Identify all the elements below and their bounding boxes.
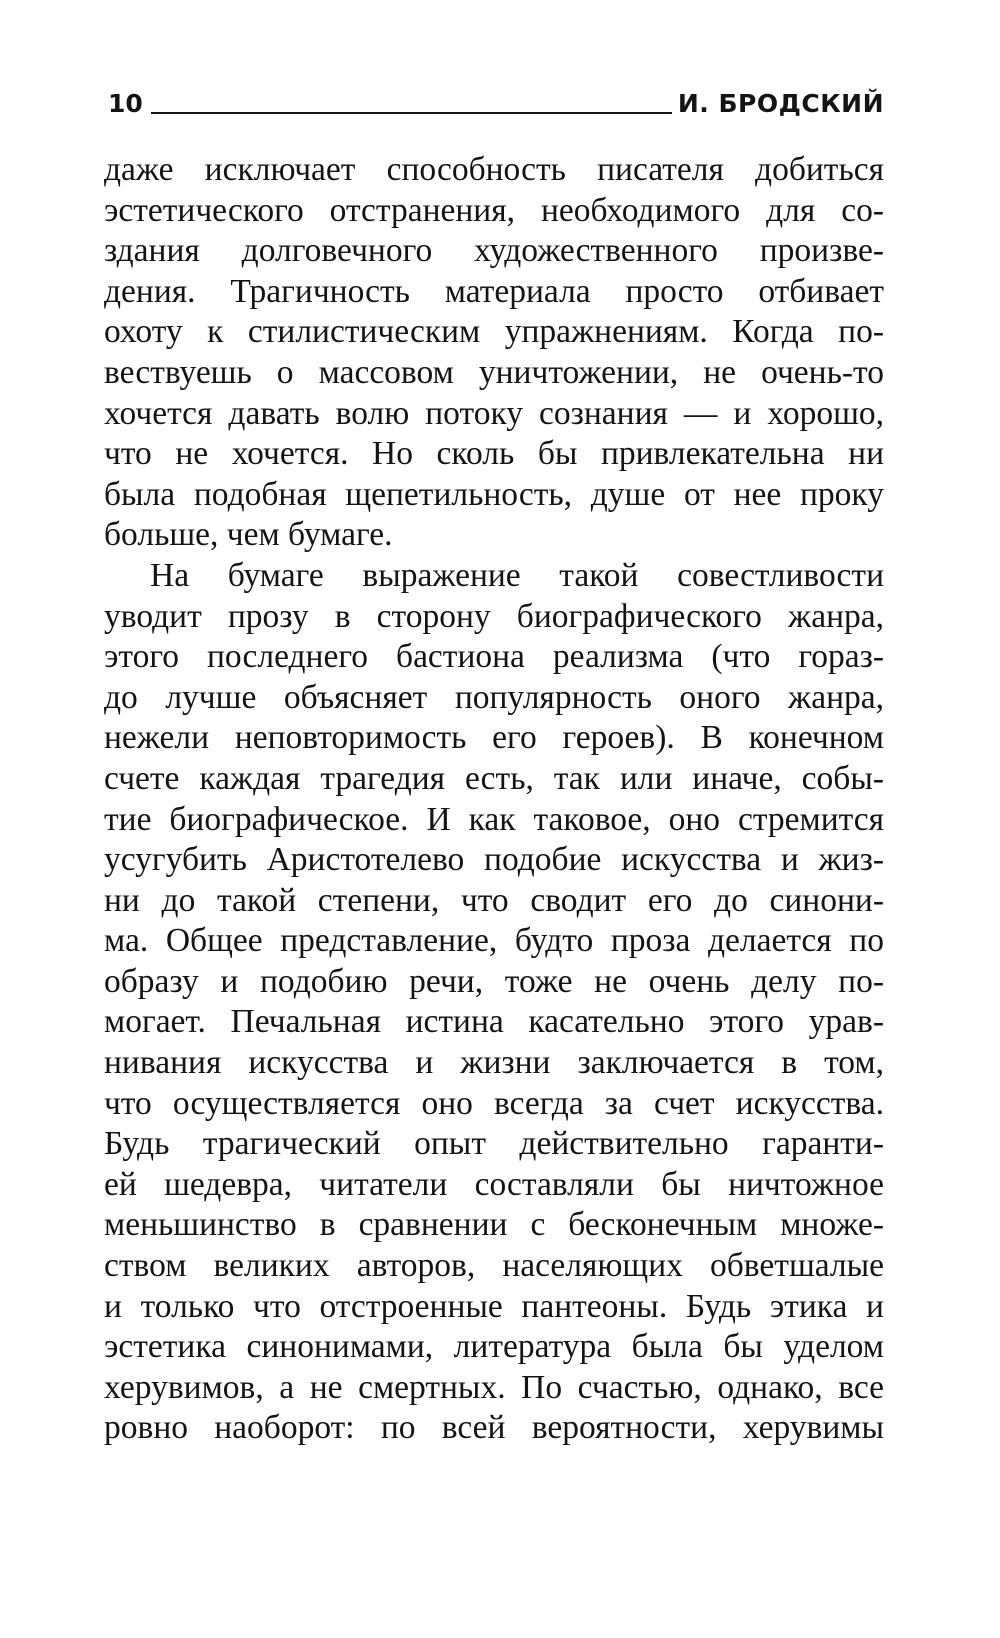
text-line: дения. Трагичность материала просто отбивает — [104, 272, 884, 310]
text-line: ством великих авторов, населяющих обветшалые — [104, 1247, 884, 1285]
text-line: до лучше объясняет популярность оного жанра, — [104, 678, 884, 716]
text-line: эстетического отстранения, необходимого для со- — [104, 191, 884, 229]
text-line: На бумаге выражение такой совестливости — [150, 556, 884, 594]
text-line: хочется давать волю потоку сознания — и хорошо, — [104, 394, 884, 432]
text-line: усугубить Аристотелево подобие искусства и жиз- — [104, 841, 884, 879]
text-line: и только что отстроенные пантеоны. Будь этика и — [104, 1287, 884, 1325]
text-line: нивания искусства и жизни заключается в том, — [104, 1044, 884, 1082]
text-line: счете каждая трагедия есть, так или иначе, собы- — [104, 759, 884, 797]
header-rule — [151, 112, 672, 114]
text-line: могает. Печальная истина касательно этого урав- — [104, 1003, 884, 1041]
text-line: даже исключает способность писателя добиться — [104, 151, 884, 188]
text-line: ровно наоборот: по всей вероятности, херувимы — [104, 1409, 884, 1447]
text-line: нежели неповторимость его героев). В конечном — [104, 719, 884, 757]
text-line: здания долговечного художественного произве- — [104, 232, 884, 270]
body-text — [104, 150, 884, 1449]
text-line: ма. Общее представление, будто проза делается по — [104, 922, 884, 960]
text-line: эстетика синонимами, литература была бы уделом — [104, 1328, 884, 1366]
text-line: образу и подобию речи, тоже не очень делу по- — [104, 962, 884, 1000]
paragraph-2 — [104, 556, 884, 1449]
text-line: больше, чем бумаге. — [104, 516, 393, 554]
text-line: меньшинство в сравнении с бесконечным множе- — [104, 1206, 884, 1244]
text-line: что не хочется. Но сколь бы привлекательна ни — [104, 435, 884, 473]
text-line: этого последнего бастиона реализма (что гораз- — [104, 638, 884, 676]
text-line: ни до такой степени, что сводит его до синони- — [104, 881, 884, 919]
text-line: была подобная щепетильность, душе от нее проку — [104, 475, 884, 513]
text-line: херувимов, а не смертных. По счастью, однако, все — [104, 1368, 884, 1406]
text-line: что осуществляется оно всегда за счет искусства. — [104, 1084, 884, 1122]
text-line: охоту к стилистическим упражнениям. Когда по- — [104, 313, 884, 351]
text-line: вествуешь о массовом уничтожении, не очень-то — [104, 353, 884, 391]
running-head-author: И. БРОДСКИЙ — [677, 89, 884, 118]
text-line: Будь трагический опыт действительно гаранти- — [104, 1125, 884, 1163]
running-head — [108, 80, 884, 116]
text-line: тие биографическое. И как таковое, оно стремится — [104, 800, 884, 838]
text-line: уводит прозу в сторону биографического жанра, — [104, 597, 884, 635]
text-line: ей шедевра, читатели составляли бы ничтожное — [104, 1165, 884, 1203]
paragraph-1 — [104, 150, 884, 556]
page-number: 10 — [108, 89, 143, 118]
